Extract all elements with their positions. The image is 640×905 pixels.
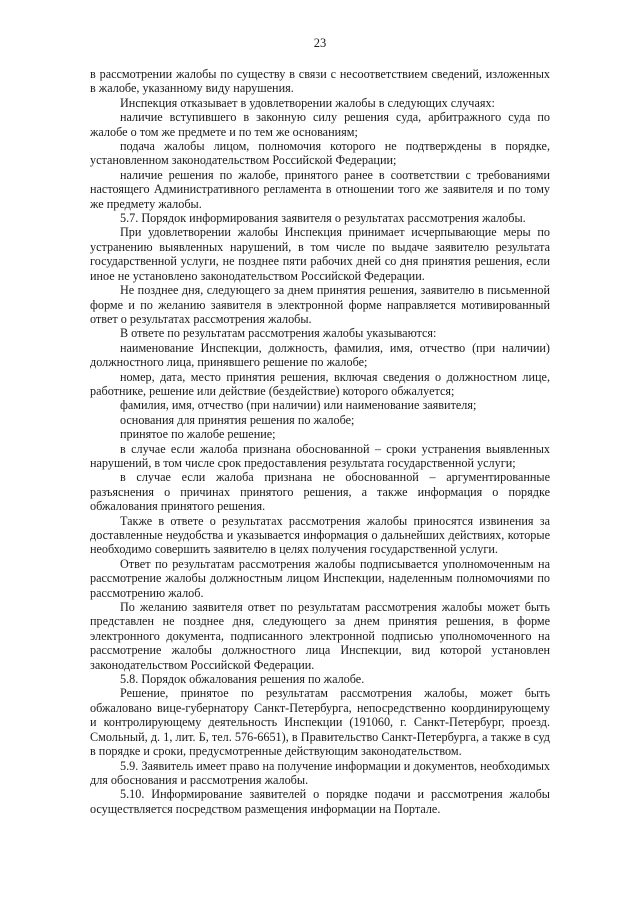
paragraph-refusal-intro: Инспекция отказывает в удовлетворении жалобы в следующих случаях: [120,95,495,110]
paragraph-refusal-court-decision: наличие вступившего в законную силу решения суда, арбитражного суда по жалобе о том же предмете и по тем же основаниям; [90,110,550,139]
paragraph-refusal-authority: подача жалобы лицом, полномочия которого не подтверждены в порядке, установленном законодательством Российской Федерации; [90,139,550,168]
paragraph-apology: Также в ответе о результатах рассмотрения жалобы приносятся извинения за доставленные неудобства и указывается информация о дальнейших действиях, которые необходимо совершить заявителю в целях получения государственной услуги. [90,513,550,557]
paragraph-appeal-procedure: Решение, принятое по результатам рассмотрения жалобы, может быть обжаловано вице-губернатору Санкт-Петербурга, непосредственно координирующему и контролирующему деятельность Инспекции (191060, г. Санкт-Петербург, проезд. Смольный, д. 1, лит. Б, тел. 576-6651), в Правительство Санкт-Петербурга, а также в суд в порядке и сроки, предусмотренные действующим законодательством. [90,686,550,759]
page-number: 23 [313,36,327,50]
paragraph-signature: Ответ по результатам рассмотрения жалобы подписывается уполномоченным на рассмотрение жалобы должностным лицом Инспекции, наделенным полномочиями по рассмотрению жалоб. [90,556,550,600]
paragraph-response-official: наименование Инспекции, должность, фамилия, имя, отчество (при наличии) должностного лица, принявшего решение по жалобе; [90,340,550,370]
paragraph-response-justified: в случае если жалоба признана обоснованной – сроки устранения выявленных нарушений, в том числе срок предоставления результата государственной услуги; [90,441,550,470]
document-body [90,67,550,816]
paragraph-response-decision: принятое по жалобе решение; [120,427,276,442]
paragraph-continuation: в рассмотрении жалобы по существу в связи с несоответствием сведений, изложенных в жалобе, указанному виду нарушения. [90,67,550,96]
section-5-9: 5.9. Заявитель имеет право на получение информации и документов, необходимых для обоснования и рассмотрения жалобы. [90,758,550,787]
paragraph-satisfaction-measures: При удовлетворении жалобы Инспекция принимает исчерпывающие меры по устранению выявленных нарушений, в том числе по выдаче заявителю результата государственной услуги, не позднее пяти рабочих дней со дня принятия решения, если иное не установлено законодательством Российской Федерации. [90,225,550,283]
paragraph-response-decision-details: номер, дата, место принятия решения, включая сведения о должностном лице, работнике, решение или действие (бездействие) которого обжалуется; [90,369,550,398]
paragraph-response-deadline: Не позднее дня, следующего за днем принятия решения, заявителю в письменной форме и по желанию заявителя в электронной форме направляется мотивированный ответ о результатах рассмотрения жалобы. [90,283,550,326]
paragraph-refusal-prior-decision: наличие решения по жалобе, принятого ранее в соответствии с требованиями настоящего Административного регламента в отношении того же заявителя и по тому же предмету жалобы. [90,167,550,211]
paragraph-electronic-response: По желанию заявителя ответ по результатам рассмотрения жалобы может быть представлен не позднее дня, следующего за днем принятия решения, в форме электронного документа, подписанного электронной подписью уполномоченного на рассмотрение жалобы должностного лица Инспекции, вид которой установлен законодательством Российской Федерации. [90,600,550,672]
paragraph-response-grounds: основания для принятия решения по жалобе; [120,412,355,427]
section-heading-5-7: 5.7. Порядок информирования заявителя о результатах рассмотрения жалобы. [120,211,526,226]
section-5-10: 5.10. Информирование заявителей о порядке подачи и рассмотрения жалобы осуществляется посредством размещения информации на Портале. [90,787,550,816]
paragraph-response-unjustified: в случае если жалоба признана не обоснованной – аргументированные разъяснения о причинах принятого решения, а также информация о порядке обжалования принятого решения. [90,470,550,514]
paragraph-response-contents-intro: В ответе по результатам рассмотрения жалобы указываются: [120,326,437,341]
section-heading-5-8: 5.8. Порядок обжалования решения по жалобе. [120,672,365,687]
paragraph-response-applicant-name: фамилия, имя, отчество (при наличии) или наименование заявителя; [120,398,477,413]
